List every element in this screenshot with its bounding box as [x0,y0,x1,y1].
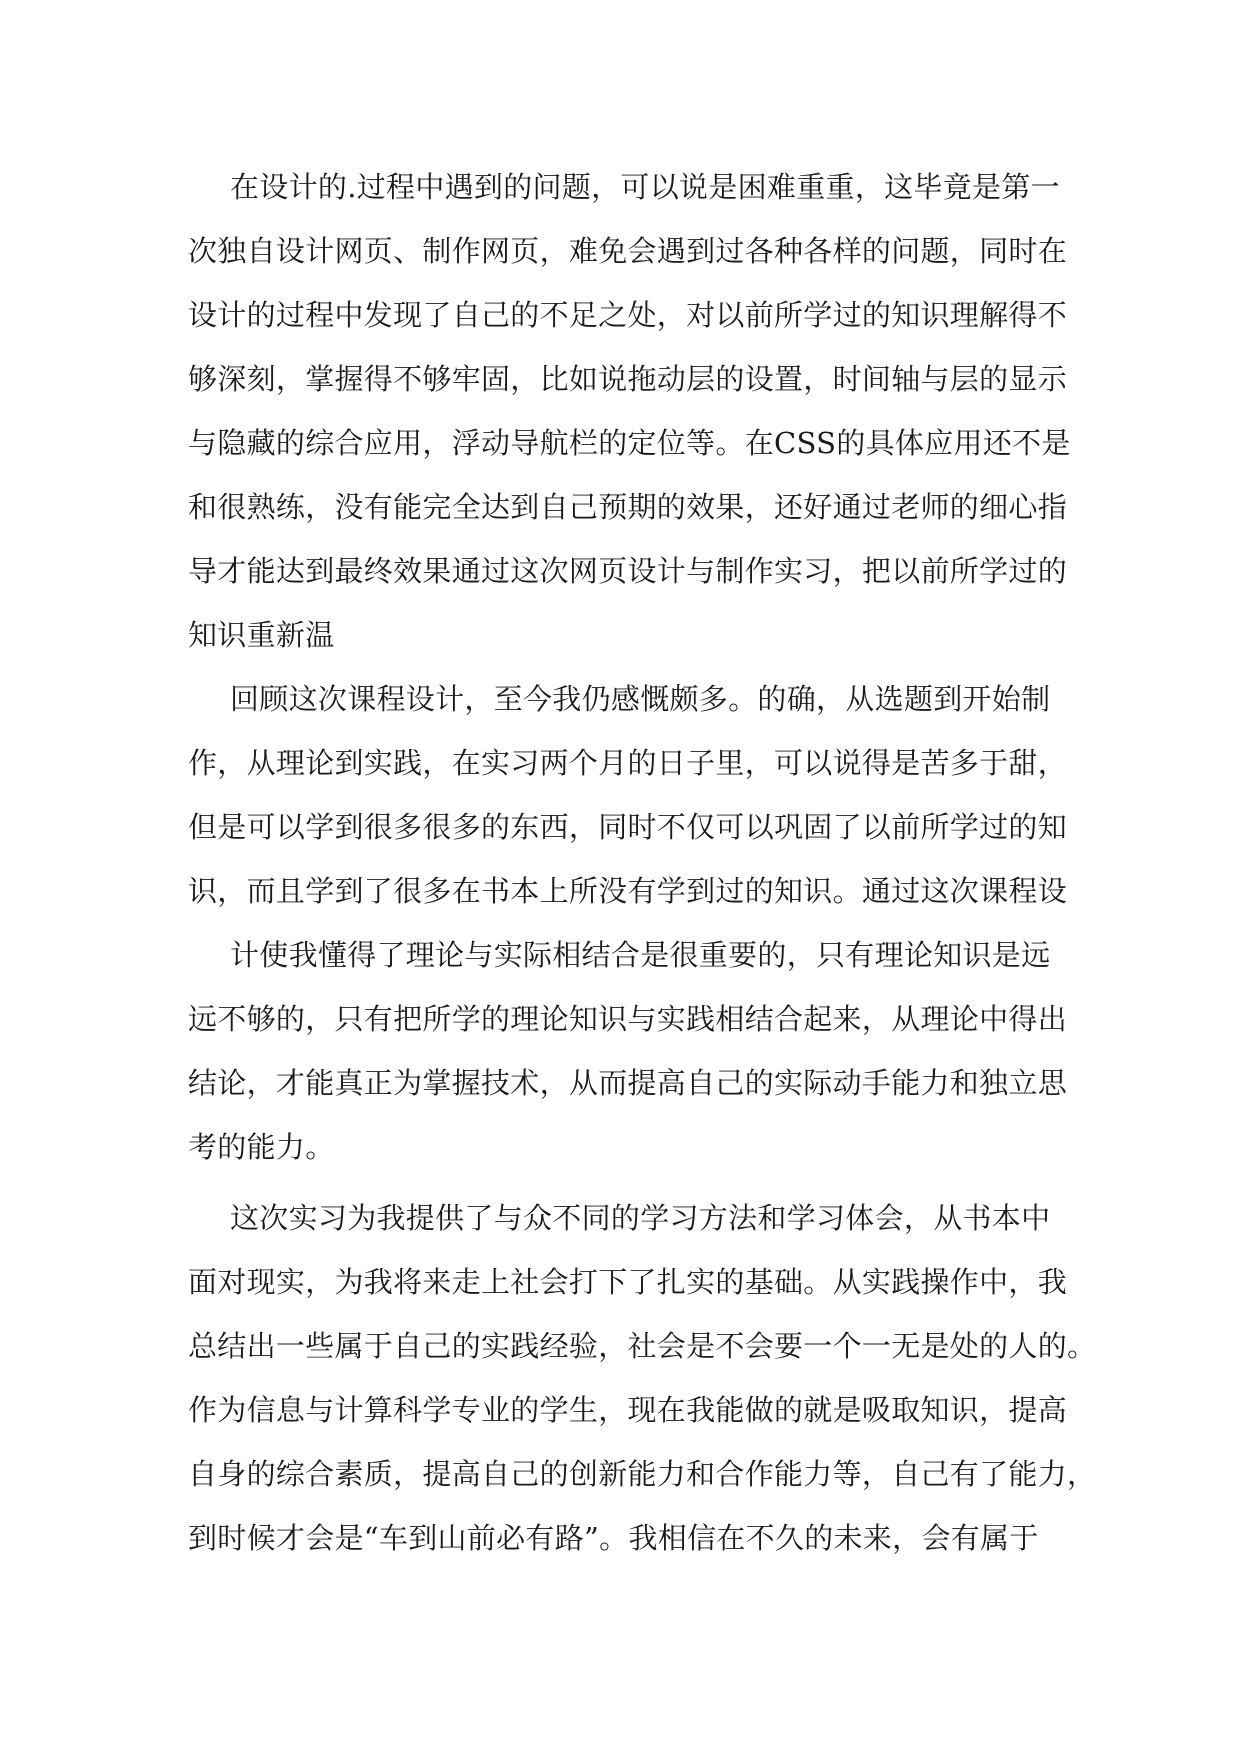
text-line: 这次实习为我提供了与众不同的学习方法和学习体会，从书本中 [230,1201,1051,1235]
text-line: 考的能力。 [188,1130,335,1164]
text-line: 在设计的.过程中遇到的问题，可以说是困难重重，这毕竟是第一 [230,170,1060,204]
text-line: 次独自设计网页、制作网页，难免会遇到过各种各样的问题，同时在 [188,234,1068,268]
text-line: 自身的综合素质，提高自己的创新能力和合作能力等，自己有了能力， [188,1457,1097,1491]
text-line: 够深刻，掌握得不够牢固，比如说拖动层的设置，时间轴与层的显示 [188,362,1068,396]
text-line: 到时候才会是“车到山前必有路”。我相信在不久的未来，会有属于 [188,1521,1039,1555]
text-line: 面对现实，为我将来走上社会打下了扎实的基础。从实践操作中，我 [188,1265,1068,1299]
text-line: 设计的过程中发现了自己的不足之处，对以前所学过的知识理解得不 [188,298,1068,332]
text-line: 作为信息与计算科学专业的学生，现在我能做的就是吸取知识，提高 [188,1393,1068,1427]
text-line: 结论，才能真正为掌握技术，从而提高自己的实际动手能力和独立思 [188,1066,1068,1100]
text-line: 知识重新温 [188,618,335,652]
text-line: 但是可以学到很多很多的东西，同时不仅可以巩固了以前所学过的知 [188,810,1068,844]
text-line: 总结出一些属于自己的实践经验，社会是不会要一个一无是处的人的。 [188,1329,1097,1363]
text-line: 计使我懂得了理论与实际相结合是很重要的，只有理论知识是远 [230,938,1051,972]
text-line: 作，从理论到实践，在实习两个月的日子里，可以说得是苦多于甜， [188,746,1068,780]
document-body [188,155,1097,1570]
text-line: 识，而且学到了很多在书本上所没有学到过的知识。通过这次课程设 [188,874,1068,908]
text-line: 回顾这次课程设计，至今我仍感慨颇多。的确，从选题到开始制 [230,682,1051,716]
text-line: 导才能达到最终效果通过这次网页设计与制作实习，把以前所学过的 [188,554,1068,588]
text-line: 远不够的，只有把所学的理论知识与实践相结合起来，从理论中得出 [188,1002,1068,1036]
text-line: 与隐藏的综合应用，浮动导航栏的定位等。在CSS的具体应用还不是 [188,426,1071,460]
text-line: 和很熟练，没有能完全达到自己预期的效果，还好通过老师的细心指 [188,490,1068,524]
